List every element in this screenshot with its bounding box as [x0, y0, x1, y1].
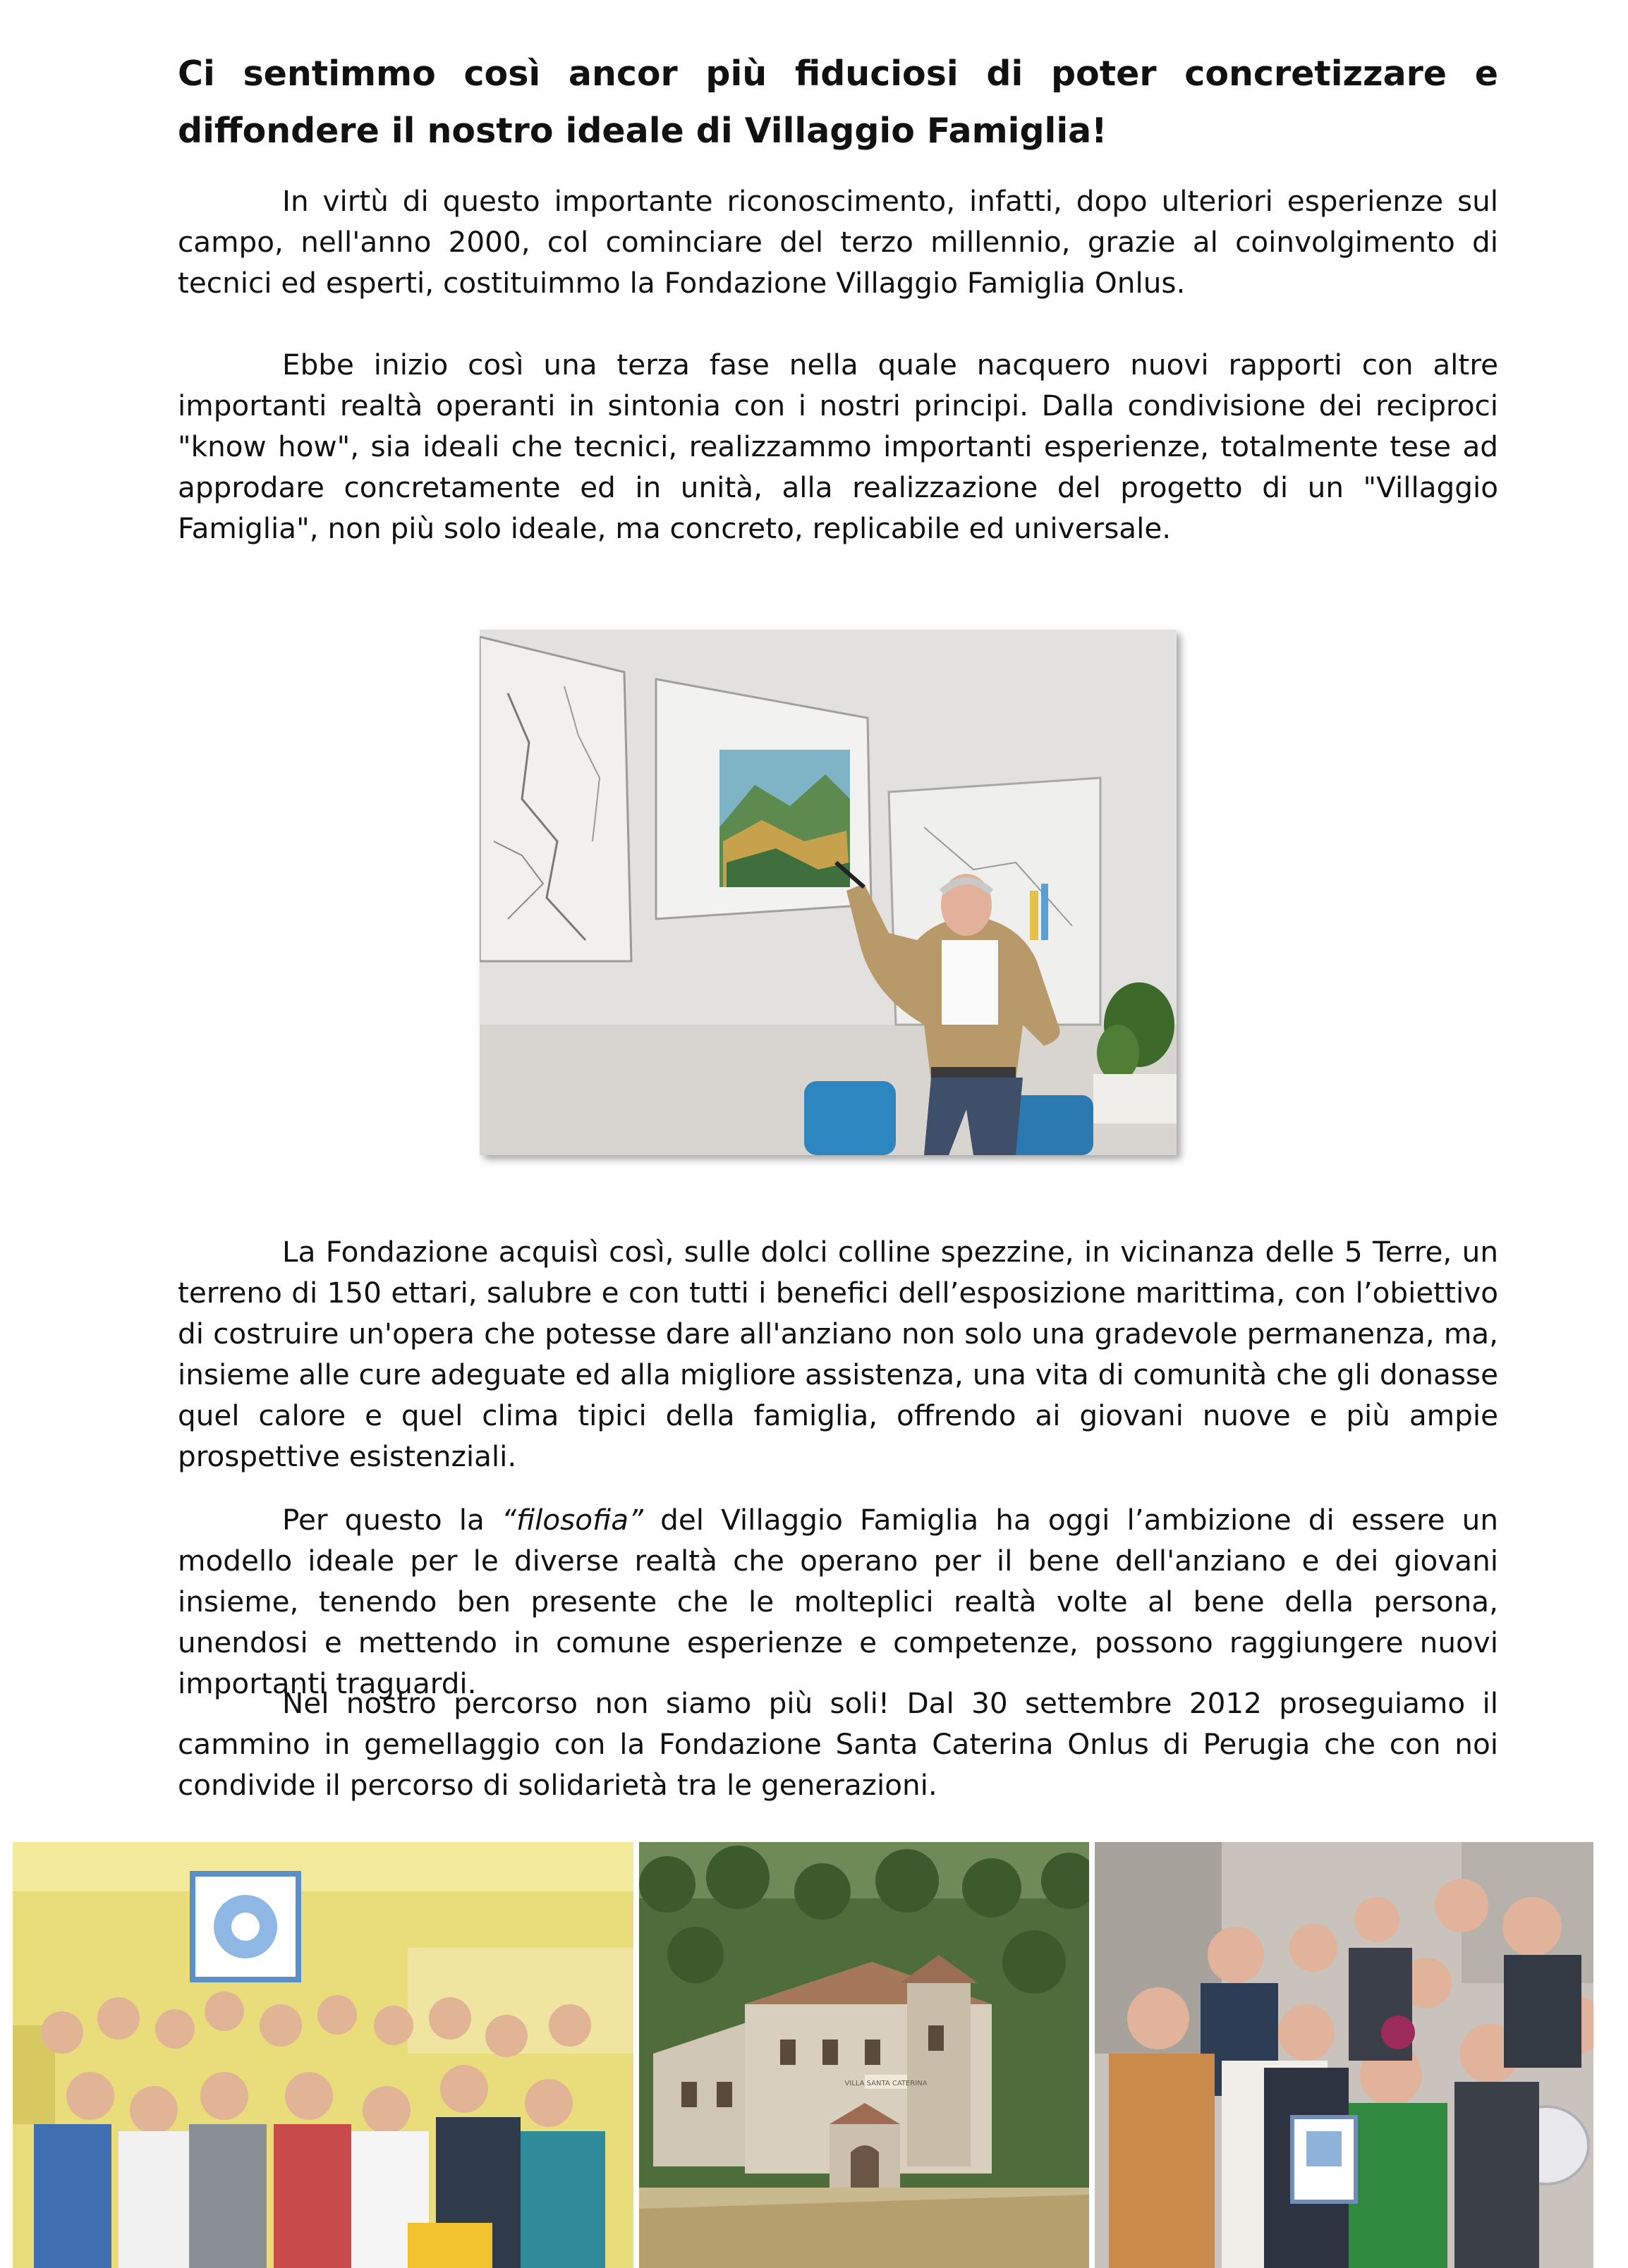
- paragraph-5-text: Nel nostro percorso non siamo più soli! Dal 30 settembre 2012 proseguiamo il cammino in gemellaggio con la Fondazione Santa Caterina Onlus di Perugia che con noi condivide il percorso di solidarietà tra le generazioni.: [178, 1686, 1498, 1802]
- paragraph-4: [178, 1499, 1498, 1704]
- photo-group-gathering: [13, 1842, 633, 2268]
- paragraph-4-italic: “filosofia”: [502, 1503, 644, 1537]
- paragraph-2-text: Ebbe inizio così una terza fase nella quale nacquero nuovi rapporti con altre importanti realtà operanti in sintonia con i nostri principi. Dalla condivisione dei reciproci "know how", sia ideali che tecnici, realizzammo importanti esperienze, totalmente tese ad approdare concretamente ed in unità, alla realizzazione del progetto di un "Villaggio Famiglia", non più solo ideale, ma concreto, replicabile ed universale.: [178, 348, 1498, 545]
- villa-sign-text: VILLA SANTA CATERINA: [844, 2080, 928, 2087]
- paragraph-3: [178, 1231, 1498, 1477]
- photo-award-ceremony: [1095, 1842, 1593, 2268]
- paragraph-3-text: La Fondazione acquisì così, sulle dolci colline spezzine, in vicinanza delle 5 Terre, un terreno di 150 ettari, salubre e con tutti i benefici dell’esposizione marittima, con l’obiettivo di costruire un'opera che potesse dare all'anziano non solo una gradevole permanenza, ma, insieme alle cure adeguate ed alla migliore assistenza, una vita di comunità che gli donasse quel calore e quel clima tipici della famiglia, offrendo ai giovani nuove e più ampie prospettive esistenziali.: [178, 1235, 1498, 1473]
- paragraph-1: [178, 181, 1498, 303]
- photo-villa-santa-caterina: [639, 1842, 1089, 2268]
- paragraph-4-text-after: del Villaggio Famiglia ha oggi l’ambizione di essere un modello ideale per le diverse realtà che operano per il bene dell'anziano e dei giovani insieme, tenendo ben presente che le molteplici realtà volte al bene della persona, unendosi e mettendo in comune esperienze e competenze, possono raggiungere nuovi importanti traguardi.: [178, 1503, 1498, 1700]
- page-heading: Ci sentimmo così ancor più fiduciosi di poter concretizzare e diffondere il nostro ideale di Villaggio Famiglia!: [178, 54, 1498, 151]
- paragraph-5: [178, 1683, 1498, 1805]
- paragraph-2: [178, 344, 1498, 549]
- paragraph-1-text: In virtù di questo importante riconoscimento, infatti, dopo ulteriori esperienze sul campo, nell'anno 2000, col cominciare del terzo millennio, grazie al coinvolgimento di tecnici ed esperti, costituimmo la Fondazione Villaggio Famiglia Onlus.: [178, 184, 1498, 300]
- photo-man-pointing-at-map: [480, 630, 1177, 1155]
- paragraph-4-text-before: Per questo la: [282, 1503, 502, 1537]
